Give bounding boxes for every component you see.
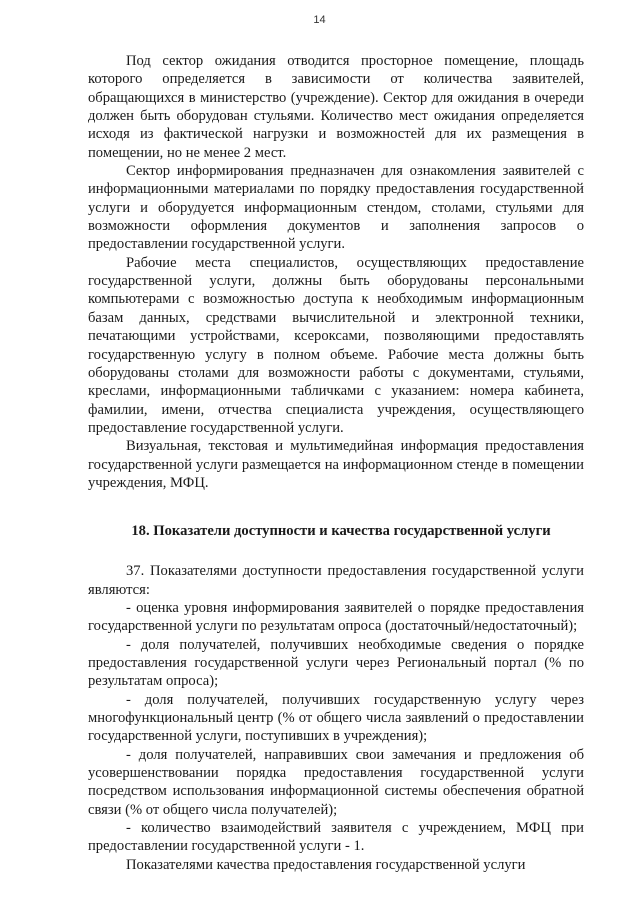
paragraph-workplaces: Рабочие места специалистов, осуществляющих предоставление государственной услуги, должны быть оборудованы персональными компьютерами с возможностью доступа к необходимым информационным базам данных, средствами вычислительной и электронной техники, печатающими устройствами, ксероксами, позволяющими предоставлять государственную услугу в полном объеме. Рабочие места должны быть оборудованы столами для возможности работы с документами, стульями, креслами, информационными табличками с указанием: номера кабинета, фамилии, имени, отчества специалиста учреждения, осуществляющего предоставление государственной услуги.	[88, 254, 584, 436]
list-item: - количество взаимодействий заявителя с учреждением, МФЦ при предоставлении государственной услуги - 1.	[88, 820, 584, 855]
list-item: - доля получателей, получивших государственную услугу через многофункциональный центр (% от общего числа заявлений о предоставлении государственной услуги, поступивших в учреждения);	[88, 691, 584, 745]
paragraph-info-sector: Сектор информирования предназначен для ознакомления заявителей с информационными материалами по порядку предоставления государственной услуги и оборудуется информационным стендом, столами, стульями для возможности оформления документов и заполнения запросов о предоставлении государственной услуги.	[88, 163, 584, 253]
list-item: - доля получателей, направивших свои замечания и предложения об усовершенствовании порядка предоставления государственной услуги посредством использования информационной системы обеспечения обратной связи (% от общего числа получателей);	[88, 746, 584, 818]
list-item: - оценка уровня информирования заявителей о порядке предоставления государственной услуги по результатам опроса (достаточный/недостаточный);	[88, 599, 584, 635]
document-body	[88, 52, 584, 874]
page-number: 14	[313, 14, 326, 26]
paragraph-quality-indicators: Показателями качества предоставления государственной услуги	[126, 856, 526, 873]
paragraph-waiting-sector: Под сектор ожидания отводится просторное помещение, площадь которого определяется в зависимости от количества заявителей, обращающихся в министерство (учреждение). Сектор для ожидания в очереди должен быть оборудован стульями. Количество мест ожидания определяется исходя из фактической нагрузки и возможностей для их размещения в помещении, но не менее 2 мест.	[88, 53, 584, 161]
clause-37: 37. Показателями доступности предоставления государственной услуги являются:	[88, 563, 584, 598]
list-item: - доля получателей, получивших необходимые сведения о порядке предоставления государственной услуги через Региональный портал (% по результатам опроса);	[88, 636, 584, 690]
section-heading: 18. Показатели доступности и качества государственной услуги	[131, 523, 551, 540]
paragraph-visual-info: Визуальная, текстовая и мультимедийная информация предоставления государственной услуги размещается на информационном стенде в помещении учреждения, МФЦ.	[88, 438, 584, 491]
